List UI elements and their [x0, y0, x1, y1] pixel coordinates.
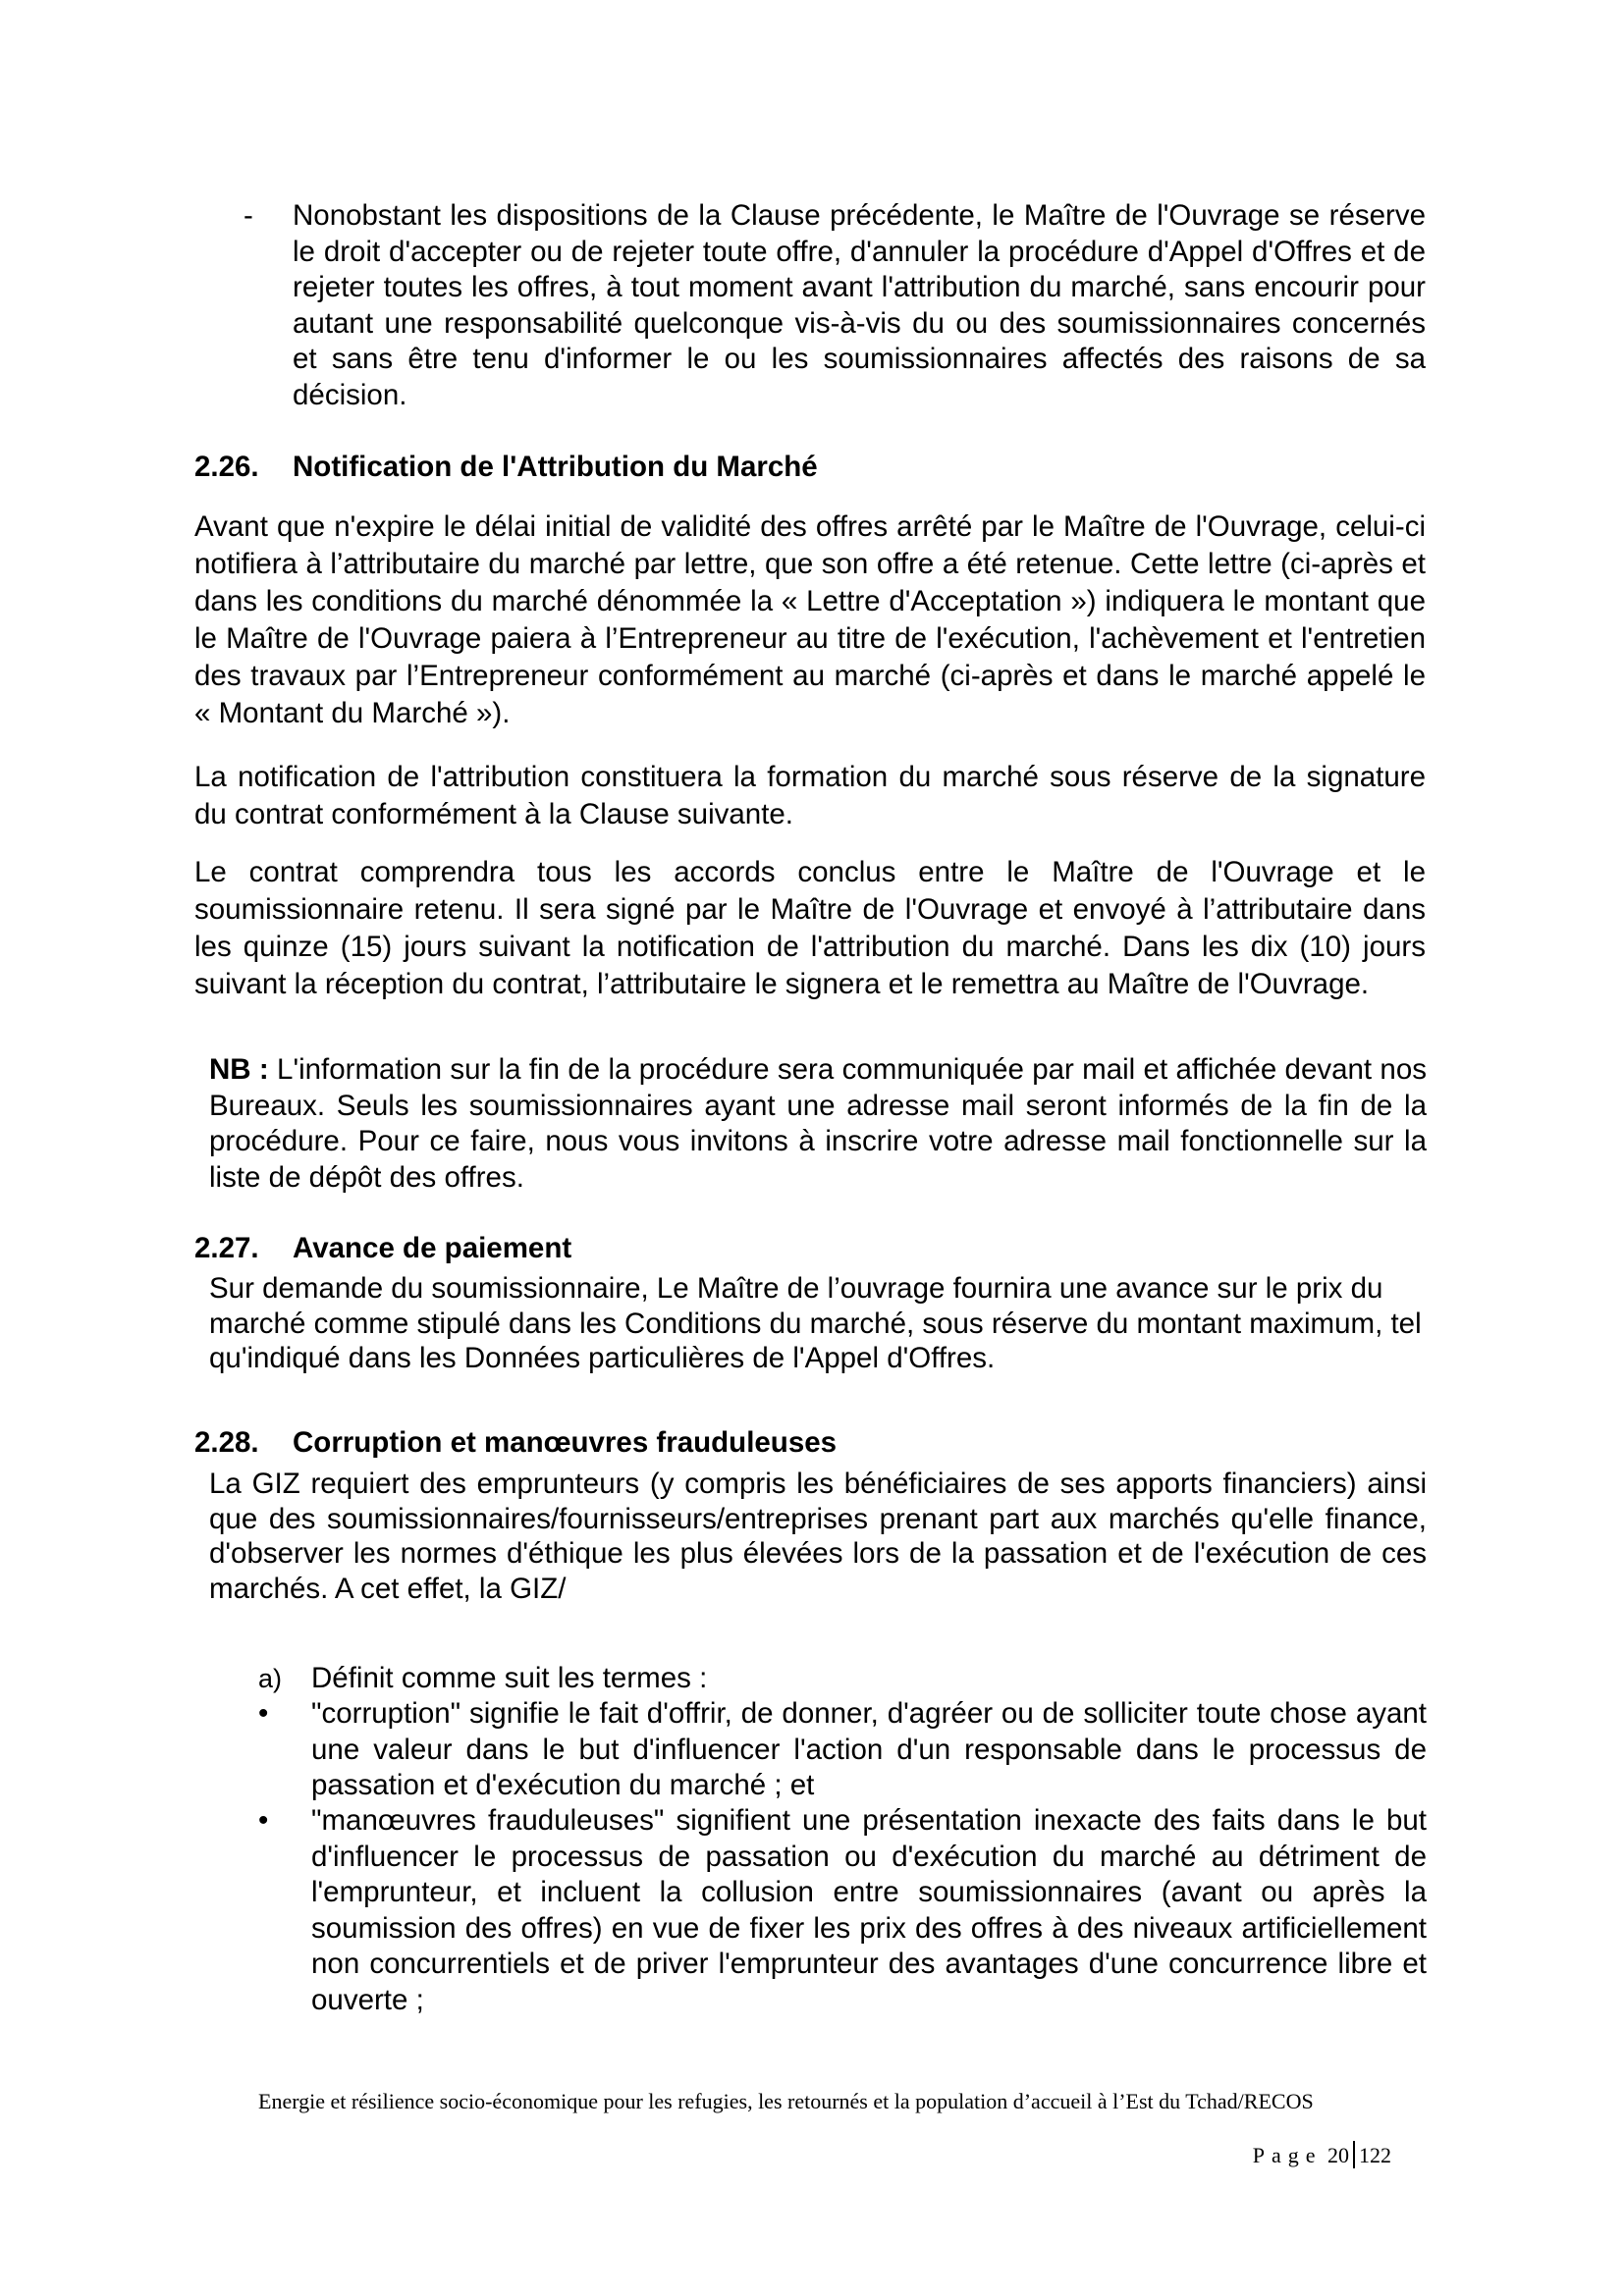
paragraph: Avant que n'expire le délai initial de validité des offres arrêté par le Maître de l'Ouvrage, celui-ci notifiera à l’attributaire du marché par lettre, que son offre a été retenue. Cette lettre (ci-après et dans les conditions du marché dénommée la « Lettre d'Acceptation ») indiquera le montant que le Maître de l'Ouvrage paiera à l’Entrepreneur au titre de l'exécution, l'achèvement et l'entretien des travaux par l’Entrepreneur conformément au marché (ci-après et dans le marché appelé le « Montant du Marché »).: [194, 510, 1426, 729]
paragraph: Le contrat comprendra tous les accords conclus entre le Maître de l'Ouvrage et le soumissionnaire retenu. Il sera signé par le Maître de l'Ouvrage et envoyé à l’attributaire dans les quinze (15) jours suivant la notification de l'attribution du marché. Dans les dix (10) jours suivant la réception du contrat, l’attributaire le signera et le remettra au Maître de l'Ouvrage.: [194, 856, 1426, 1000]
page-total: 122: [1359, 2143, 1391, 2167]
section-heading-2-26: [194, 450, 818, 485]
dash-bullet-icon: -: [244, 199, 253, 232]
page-number: [1253, 2141, 1391, 2168]
bullet-icon: •: [258, 1697, 269, 1730]
page-label: Page: [1252, 2143, 1323, 2167]
paragraph: La GIZ requiert des emprunteurs (y compris les bénéficiaires de ses apports financiers) ainsi que des soumissionnaires/fournisseurs/entreprises prenant part aux marchés qu'elle finance, d'observer les normes d'éthique les plus élevées lors de la passation et de l'exécution de ces marchés. A cet effet, la GIZ/: [209, 1468, 1427, 1605]
list-item: "manœuvres frauduleuses" signifient une présentation inexacte des faits dans le but d'influencer le processus de passation ou d'exécution du marché au détriment de l'emprunteur, et incluent la collusion entre soumissionnaires (avant ou après la soumission des offres) en vue de fixer les prix des offres à des niveaux artificiellement non concurrentiels et de priver l'emprunteur des avantages d'une concurrence libre et ouverte ;: [311, 1804, 1427, 2016]
list-item: "corruption" signifie le fait d'offrir, de donner, d'agréer ou de solliciter toute chose ayant une valeur dans le but d'influencer l'action d'un responsable dans le processus de passation et d'exécution du marché ; et: [311, 1697, 1427, 1801]
paragraph: La notification de l'attribution constituera la formation du marché sous réserve de la signature du contrat conformément à la Clause suivante.: [194, 761, 1426, 830]
section-number: 2.27.: [194, 1232, 259, 1264]
nb-label: NB :: [209, 1053, 269, 1086]
section-number: 2.28.: [194, 1426, 259, 1459]
list-item: Définit comme suit les termes :: [311, 1662, 708, 1694]
section-heading-2-27: [194, 1231, 571, 1266]
section-title: Avance de paiement: [293, 1232, 572, 1264]
page-current: 20: [1327, 2143, 1349, 2167]
page-separator: [1353, 2141, 1355, 2168]
section-title: Notification de l'Attribution du Marché: [293, 451, 818, 483]
section-number: 2.26.: [194, 451, 259, 483]
paragraph: Sur demande du soumissionnaire, Le Maître de l’ouvrage fournira une avance sur le prix du marché comme stipulé dans les Conditions du marché, sous réserve du montant maximum, tel qu'indiqué dans les Données particulières de l'Appel d'Offres.: [209, 1272, 1422, 1374]
section-heading-2-28: [194, 1425, 837, 1461]
list-marker-a: a): [258, 1664, 283, 1693]
bullet-icon: •: [258, 1804, 269, 1837]
footer-project-title: Energie et résilience socio-économique pour les refugies, les retournés et la population d’accueil à l’Est du Tchad/RECOS: [258, 2089, 1314, 2113]
section-title: Corruption et manœuvres frauduleuses: [293, 1426, 838, 1459]
nb-text: L'information sur la fin de la procédure sera communiquée par mail et affichée devant nos Bureaux. Seuls les soumissionnaires ayant une adresse mail seront informés de la fin de la procédure. Pour ce faire, nous vous invitons à inscrire votre adresse mail fonctionnelle sur la liste de dépôt des offres.: [209, 1053, 1427, 1194]
nb-note: [209, 1052, 1427, 1196]
intro-bullet-text: Nonobstant les dispositions de la Clause précédente, le Maître de l'Ouvrage se réserve le droit d'accepter ou de rejeter toute offre, d'annuler la procédure d'Appel d'Offres et de rejeter toutes les offres, à tout moment avant l'attribution du marché, sans encourir pour autant une responsabilité quelconque vis-à-vis du ou des soumissionnaires concernés et sans être tenu d'informer le ou les soumissionnaires affectés des raisons de sa décision.: [293, 199, 1426, 411]
